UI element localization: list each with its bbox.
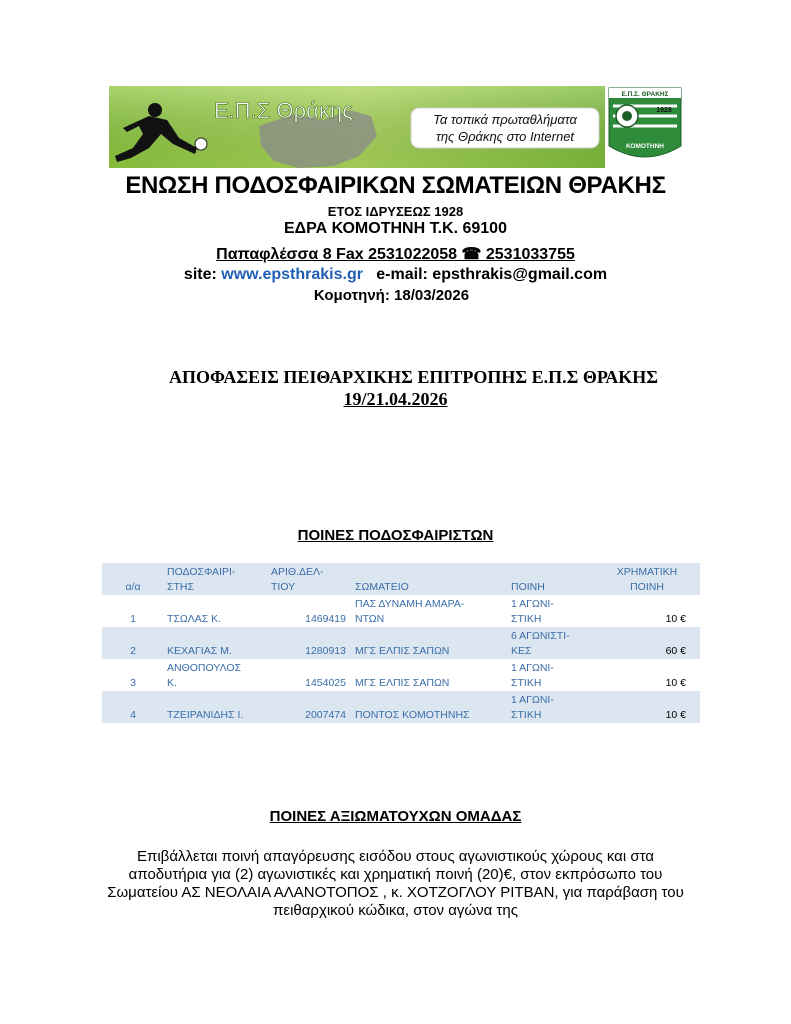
col-club: ΣΩΜΑΤΕΙΟ bbox=[352, 563, 508, 595]
banner-tagline-2: της Θράκης στο Internet bbox=[435, 129, 575, 144]
row-aa: 3 bbox=[102, 659, 164, 691]
row-card: 1469419 bbox=[268, 595, 352, 627]
col-fine: ΧΡΗΜΑΤΙΚΗ ΠΟΙΝΗ bbox=[594, 563, 700, 595]
row-player: ΚΕΧΑΓΙΑΣ Μ. bbox=[164, 627, 268, 659]
founded-year: ΕΤΟΣ ΙΔΡΥΣΕΩΣ 1928 bbox=[327, 204, 464, 219]
col-card: ΑΡΙΘ.ΔΕΛ- ΤΙΟΥ bbox=[268, 563, 352, 595]
site-label: site: bbox=[183, 266, 222, 283]
header-banner bbox=[109, 86, 683, 168]
row-club: ΠΟΝΤΟΣ ΚΟΜΟΤΗΝΗΣ bbox=[352, 691, 508, 723]
organization-name: ΕΝΩΣΗ ΠΟΔΟΣΦΑΙΡΙΚΩΝ ΣΩΜΑΤΕΙΩΝ ΘΡΑΚΗΣ bbox=[125, 172, 666, 199]
club-crest-logo bbox=[609, 88, 681, 157]
table-row bbox=[102, 659, 700, 691]
svg-text:ΚΟΜΟΤΗΝΗ: ΚΟΜΟΤΗΝΗ bbox=[626, 143, 664, 150]
decision-title: ΑΠΟΦΑΣΕΙΣ ΠΕΙΘΑΡΧΙΚΗΣ ΕΠΙΤΡΟΠΗΣ Ε.Π.Σ ΘΡΑΚΗΣ bbox=[168, 367, 659, 387]
svg-text:1928: 1928 bbox=[656, 107, 672, 114]
decision-dates: 19/21.04.2026 bbox=[343, 389, 448, 409]
banner-graphic bbox=[109, 86, 683, 168]
row-card: 2007474 bbox=[268, 691, 352, 723]
row-fine: 10 € bbox=[594, 595, 700, 627]
ball-icon bbox=[195, 138, 207, 150]
col-penalty: ΠΟΙΝΗ bbox=[508, 563, 594, 595]
contact-web bbox=[0, 266, 791, 284]
table-row bbox=[102, 595, 700, 627]
row-penalty: 6 ΑΓΩΝΙΣΤΙ- ΚΕΣ bbox=[508, 627, 594, 659]
row-club: ΜΓΣ ΕΛΠΙΣ ΣΑΠΩΝ bbox=[352, 659, 508, 691]
banner-tagline-1: Τα τοπικά πρωταθλήματα bbox=[433, 112, 577, 127]
row-player: ΤΣΩΛΑΣ Κ. bbox=[164, 595, 268, 627]
row-fine: 60 € bbox=[594, 627, 700, 659]
row-aa: 2 bbox=[102, 627, 164, 659]
table-row bbox=[102, 691, 700, 723]
document-date: Κομοτηνή: 18/03/2026 bbox=[313, 287, 470, 304]
seat-address: ΕΔΡΑ ΚΟΜΟΤΗΝΗ Τ.Κ. 69100 bbox=[284, 220, 507, 237]
row-penalty: 1 ΑΓΩΝΙ- ΣΤΙΚΗ bbox=[508, 691, 594, 723]
table-row bbox=[102, 627, 700, 659]
officials-penalty-text: Επιβάλλεται ποινή απαγόρευσης εισόδου στους αγωνιστικούς χώρους και στα αποδυτήρια για (2) αγωνιστικές και χρηματική ποινή (20)€, στον εκπρόσωπο του Σωματείου ΑΣ ΝΕΟΛΑΙΑ ΑΛΑΝΟΤΟΠΟΣ , κ. ΧΟΤΖΟΓΛΟΥ ΡΙΤΒΑΝ, για παράβαση του πειθαρχικού κώδικα, στον αγώνα της bbox=[107, 848, 684, 919]
site-link[interactable]: www.epsthrakis.gr bbox=[221, 266, 363, 283]
row-club: ΜΓΣ ΕΛΠΙΣ ΣΑΠΩΝ bbox=[352, 627, 508, 659]
row-card: 1280913 bbox=[268, 627, 352, 659]
players-penalties-table bbox=[102, 563, 700, 723]
row-aa: 1 bbox=[102, 595, 164, 627]
players-section-title: ΠΟΙΝΕΣ ΠΟΔΟΣΦΑΙΡΙΣΤΩΝ bbox=[297, 527, 494, 544]
row-club: ΠΑΣ ΔΥΝΑΜΗ ΑΜΑΡΑ- ΝΤΩΝ bbox=[352, 595, 508, 627]
row-player: ΑΝΘΟΠΟΥΛΟΣ Κ. bbox=[164, 659, 268, 691]
contact-address: Παπαφλέσσα 8 Fax 2531022058 ☎ 2531033755 bbox=[216, 246, 575, 263]
email-text[interactable]: e-mail: epsthrakis@gmail.com bbox=[362, 266, 608, 283]
row-penalty: 1 ΑΓΩΝΙ- ΣΤΙΚΗ bbox=[508, 659, 594, 691]
svg-text:Ε.Π.Σ. ΘΡΑΚΗΣ: Ε.Π.Σ. ΘΡΑΚΗΣ bbox=[621, 91, 669, 98]
row-aa: 4 bbox=[102, 691, 164, 723]
row-fine: 10 € bbox=[594, 691, 700, 723]
row-fine: 10 € bbox=[594, 659, 700, 691]
table-header-row bbox=[102, 563, 700, 595]
officials-section-title: ΠΟΙΝΕΣ ΑΞΙΩΜΑΤΟΥΧΩΝ ΟΜΑΔΑΣ bbox=[269, 808, 522, 825]
row-penalty: 1 ΑΓΩΝΙ- ΣΤΙΚΗ bbox=[508, 595, 594, 627]
col-aa: α/α bbox=[102, 563, 164, 595]
row-player: ΤΖΕΙΡΑΝΙΔΗΣ Ι. bbox=[164, 691, 268, 723]
col-player: ΠΟΔΟΣΦΑΙΡΙ- ΣΤΗΣ bbox=[164, 563, 268, 595]
row-card: 1454025 bbox=[268, 659, 352, 691]
banner-brand-text: Ε.Π.Σ Θράκης bbox=[214, 98, 353, 123]
